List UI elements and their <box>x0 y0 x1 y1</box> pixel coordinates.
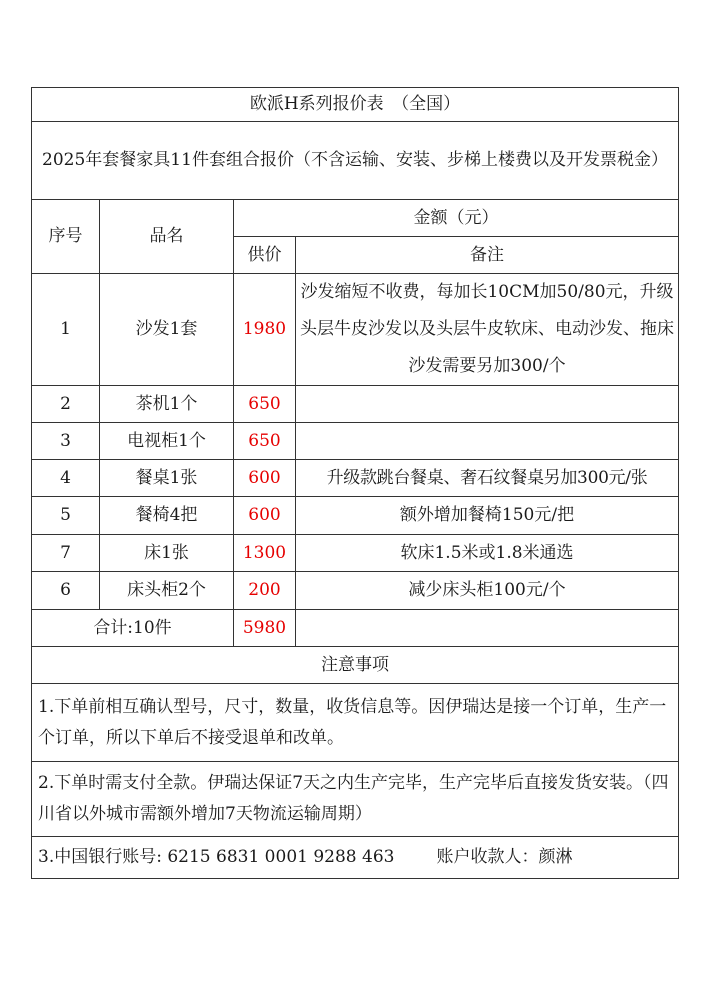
item-remark: 减少床头柜100元/个 <box>296 572 679 610</box>
item-price: 1980 <box>234 274 296 386</box>
header-name: 品名 <box>100 200 234 274</box>
header-index: 序号 <box>32 200 100 274</box>
item-name: 餐桌1张 <box>100 460 234 497</box>
note-2: 2.下单时需支付全款。伊瑞达保证7天之内生产完毕，生产完毕后直接发货安装。（四川省以外城市需额外增加7天物流运输周期） <box>32 762 679 837</box>
total-row <box>32 610 679 647</box>
item-price: 600 <box>234 460 296 497</box>
table-title: 欧派H系列报价表 （全国） <box>32 88 679 122</box>
item-price: 600 <box>234 497 296 535</box>
table-row <box>32 460 679 497</box>
notes-heading: 注意事项 <box>32 647 679 684</box>
item-remark: 沙发缩短不收费，每加长10CM加50/80元，升级头层牛皮沙发以及头层牛皮软床、电动沙发、拖床沙发需要另加300/个 <box>296 274 679 386</box>
note-account <box>32 837 679 879</box>
item-name: 床头柜2个 <box>100 572 234 610</box>
item-index: 7 <box>32 535 100 572</box>
header-remark: 备注 <box>296 237 679 274</box>
bank-account: 3.中国银行账号: 6215 6831 0001 9288 463 <box>38 847 395 867</box>
item-name: 沙发1套 <box>100 274 234 386</box>
item-name: 电视柜1个 <box>100 423 234 460</box>
item-remark <box>296 423 679 460</box>
item-index: 6 <box>32 572 100 610</box>
item-price: 1300 <box>234 535 296 572</box>
total-remark <box>296 610 679 647</box>
table-row <box>32 572 679 610</box>
item-index: 2 <box>32 386 100 423</box>
item-name: 床1张 <box>100 535 234 572</box>
quotation-table <box>31 87 679 879</box>
item-price: 200 <box>234 572 296 610</box>
item-index: 3 <box>32 423 100 460</box>
header-amount: 金额（元） <box>234 200 679 237</box>
item-remark: 额外增加餐椅150元/把 <box>296 497 679 535</box>
total-price: 5980 <box>234 610 296 647</box>
item-index: 5 <box>32 497 100 535</box>
item-name: 餐椅4把 <box>100 497 234 535</box>
table-row <box>32 274 679 386</box>
table-row <box>32 497 679 535</box>
item-price: 650 <box>234 386 296 423</box>
table-subtitle: 2025年套餐家具11件套组合报价（不含运输、安装、步梯上楼费以及开发票税金） <box>32 122 679 200</box>
item-remark: 软床1.5米或1.8米通选 <box>296 535 679 572</box>
item-remark: 升级款跳台餐桌、奢石纹餐桌另加300元/张 <box>296 460 679 497</box>
table-row <box>32 423 679 460</box>
item-remark <box>296 386 679 423</box>
table-row <box>32 386 679 423</box>
header-price: 供价 <box>234 237 296 274</box>
table-row <box>32 535 679 572</box>
item-name: 茶机1个 <box>100 386 234 423</box>
account-payee: 账户收款人：颜淋 <box>436 847 573 867</box>
item-price: 650 <box>234 423 296 460</box>
total-label: 合计:10件 <box>32 610 234 647</box>
note-1: 1.下单前相互确认型号，尺寸，数量，收货信息等。因伊瑞达是接一个订单，生产一个订单，所以下单后不接受退单和改单。 <box>32 684 679 762</box>
item-index: 1 <box>32 274 100 386</box>
item-index: 4 <box>32 460 100 497</box>
